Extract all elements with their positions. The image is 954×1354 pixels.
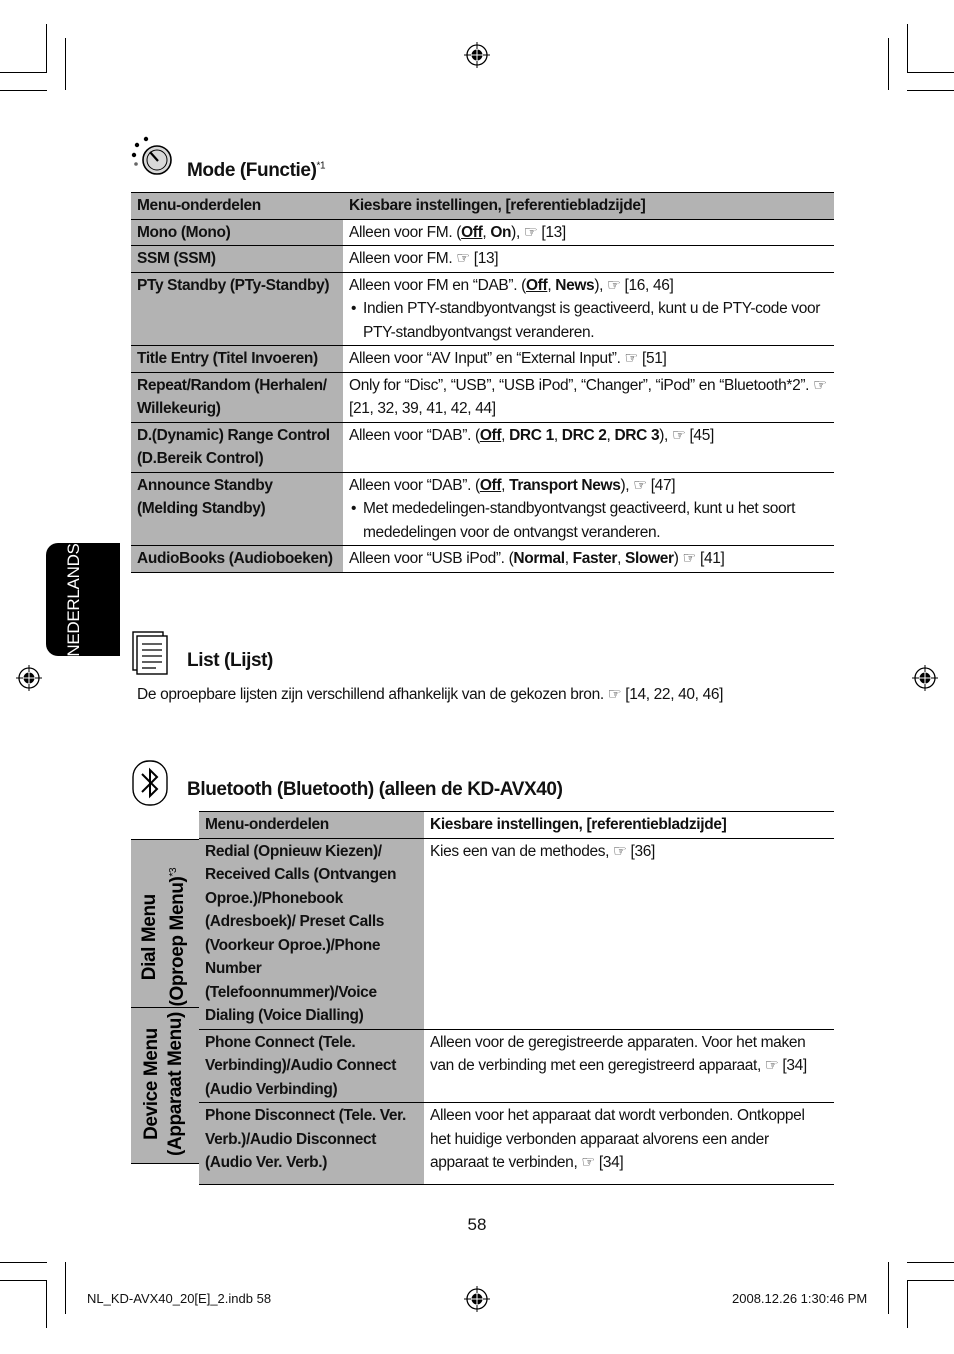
table-row [131,272,834,346]
list-section-title: List (Lijst) [187,650,273,671]
table-row [199,1103,834,1185]
mode-title-note: *1 [316,160,326,172]
setting-option: Off [461,223,483,241]
dial-menu-label-line2: (Oproep Menu) [167,876,189,1007]
bluetooth-table [199,811,834,1185]
bluetooth-icon [131,759,169,807]
crop-mark [0,1262,47,1263]
setting-text-tail: ), ☞ [16, 46] [594,276,674,294]
table-row [131,546,834,573]
list-description: De oproepbare lijsten zijn verschillend afhankelijk van de gekozen bron. ☞ [14, 22, 40, 46] [137,686,724,703]
crop-mark [888,1262,889,1314]
menu-item-cell: Title Entry (Titel Invoeren) [131,346,343,373]
list-icon [131,630,171,676]
setting-text [349,221,828,245]
device-menu-label [140,994,188,1174]
table-row [131,219,834,246]
setting-option: , [606,426,615,444]
setting-cell [343,372,834,422]
setting-text [349,247,828,271]
registration-mark-icon [464,42,490,68]
mode-knob-icon [128,135,176,179]
menu-item-cell: Mono (Mono) [131,219,343,246]
menu-item-cell: AudioBooks (Audioboeken) [131,546,343,573]
side-tab-label: NEDERLANDS [64,543,83,657]
setting-cell [343,246,834,273]
setting-text-lead: Alleen voor “USB iPod”. ( [349,550,514,567]
setting-text-tail: ), ☞ [13] [511,223,566,241]
setting-cell: Kies een van de methodes, ☞ [36] [424,838,834,1029]
dial-menu-label-line1: Dial Menu [138,894,160,981]
registration-mark-icon [464,1286,490,1312]
setting-option: DRC 3 [614,426,660,444]
setting-option: DRC 2 [561,426,607,444]
header-cell: Menu-onderdelen [131,193,343,220]
menu-item-cell: Announce Standby (Melding Standby) [131,472,343,546]
setting-option: DRC 1 [509,426,554,444]
crop-mark [46,24,47,72]
menu-item-cell: Phone Disconnect (Tele. Ver. Verb.)/Audio Disconnect (Audio Ver. Verb.) [199,1103,424,1185]
setting-text-lead: Alleen voor “DAB”. ( [349,476,480,494]
menu-item-cell: Redial (Opnieuw Kiezen)/ Received Calls (Ontvangen Oproe.)/Phonebook (Adresboek)/ Preset Calls (Voorkeur Oproe.)/Phone Number (Telefoonnummer)/Voice Dialing (Voice Dialling) [199,838,424,1029]
setting-text-lead: Alleen voor “DAB”. ( [349,426,480,444]
footer-file-info: NL_KD-AVX40_20[E]_2.indb 58 [87,1291,272,1306]
setting-text-lead: Alleen voor FM. ☞ [13] [349,250,499,267]
crop-mark [0,1280,47,1281]
menu-item-cell: Repeat/Random (Herhalen/ Willekeurig) [131,372,343,422]
setting-text [349,374,828,421]
header-cell: Kiesbare instellingen, [referentiebladzijde] [343,193,834,220]
menu-item-cell: Phone Connect (Tele. Verbinding)/Audio Connect (Audio Verbinding) [199,1029,424,1103]
crop-mark [907,72,954,73]
setting-option: , [564,550,573,567]
setting-option: Normal [513,550,565,567]
registration-mark-icon [912,665,938,691]
setting-cell [343,472,834,546]
setting-cell [343,219,834,246]
crop-mark [65,38,66,90]
setting-option: Transport News [509,476,621,494]
dial-menu-note: *3 [167,867,179,877]
crop-mark [907,1262,954,1263]
setting-option: , [501,426,510,444]
crop-mark [888,38,889,90]
bluetooth-section-title: Bluetooth (Bluetooth) (alleen de KD-AVX40) [187,779,563,800]
device-menu-label-line2: (Apparaat Menu) [165,1012,186,1156]
setting-cell [343,346,834,373]
crop-mark [907,1280,908,1328]
menu-item-cell: PTy Standby (PTy-Standby) [131,272,343,346]
setting-text-lead: Alleen voor “AV Input” en “External Input”. ☞ [51] [349,350,667,367]
setting-text [349,424,828,448]
setting-option: Off [479,426,502,444]
setting-text-tail: ), ☞ [45] [659,426,714,444]
crop-mark [46,1280,47,1328]
crop-mark [907,90,954,91]
table-row [131,346,834,373]
setting-option: Off [479,476,502,494]
header-cell: Menu-onderdelen [199,812,424,839]
registration-mark-icon [16,665,42,691]
setting-option: Off [525,276,548,294]
footer-timestamp: 2008.12.26 1:30:46 PM [732,1291,868,1306]
setting-option: , [547,276,556,294]
setting-option: , [501,476,510,494]
setting-cell [343,546,834,573]
setting-option: On [490,223,512,241]
setting-option: Slower [625,550,674,567]
table-row [131,372,834,422]
setting-option: , [553,426,562,444]
setting-text [349,274,828,298]
table-row [131,422,834,472]
language-side-tab [46,543,120,656]
menu-item-cell: D.(Dynamic) Range Control (D.Bereik Control) [131,422,343,472]
mode-table [131,192,834,573]
crop-mark [0,90,47,91]
setting-cell [343,272,834,346]
header-cell: Kiesbare instellingen, [referentiebladzijde] [424,812,834,839]
table-row [131,472,834,546]
crop-mark [65,1262,66,1314]
crop-mark [907,24,908,72]
page-number: 58 [467,1215,487,1234]
crop-mark [0,72,47,73]
setting-option: , [617,550,625,567]
setting-text-tail: ) ☞ [41] [673,550,725,567]
setting-text [349,347,828,371]
setting-cell: Alleen voor de geregistreerde apparaten. Voor het maken van de verbinding met een geregistreerd apparaat, ☞ [34] [424,1029,834,1103]
setting-bullet: • Met mededelingen-standbyontvangst geactiveerd, kunt u het soort mededelingen voor de ontvangst veranderen. [349,497,828,544]
setting-bullet: • Indien PTY-standbyontvangst is geactiveerd, kunt u de PTY-code voor PTY-standbyontvangst veranderen. [349,297,828,344]
setting-text [349,547,828,571]
setting-text-lead: Alleen voor FM. ( [349,223,462,241]
device-menu-label-line1: Device Menu [141,1028,162,1140]
setting-text [349,474,828,498]
table-row [199,838,834,1029]
menu-item-cell: SSM (SSM) [131,246,343,273]
table-row [199,1029,834,1103]
mode-section-title [187,160,325,182]
setting-option: News [555,276,595,294]
bluetooth-table-header [199,812,834,839]
setting-cell: Alleen voor het apparaat dat wordt verbonden. Ontkoppel het huidige verbonden apparaat alvorens een ander apparaat te verbinden, ☞ [34] [424,1103,834,1185]
setting-text-tail: ), ☞ [47] [620,476,676,494]
setting-text-lead: Only for “Disc”, “USB”, “USB iPod”, “Changer”, “iPod” en “Bluetooth*2”. ☞ [21, 32, 39, 41, 42, 44] [349,376,827,417]
table-row [131,246,834,273]
crop-mark [907,1280,954,1281]
mode-title-text: Mode (Functie) [187,160,317,181]
setting-text-lead: Alleen voor FM en “DAB”. ( [349,276,526,294]
setting-cell [343,422,834,472]
mode-table-header [131,193,834,220]
setting-option: Faster [572,550,618,567]
setting-option: , [482,223,491,241]
